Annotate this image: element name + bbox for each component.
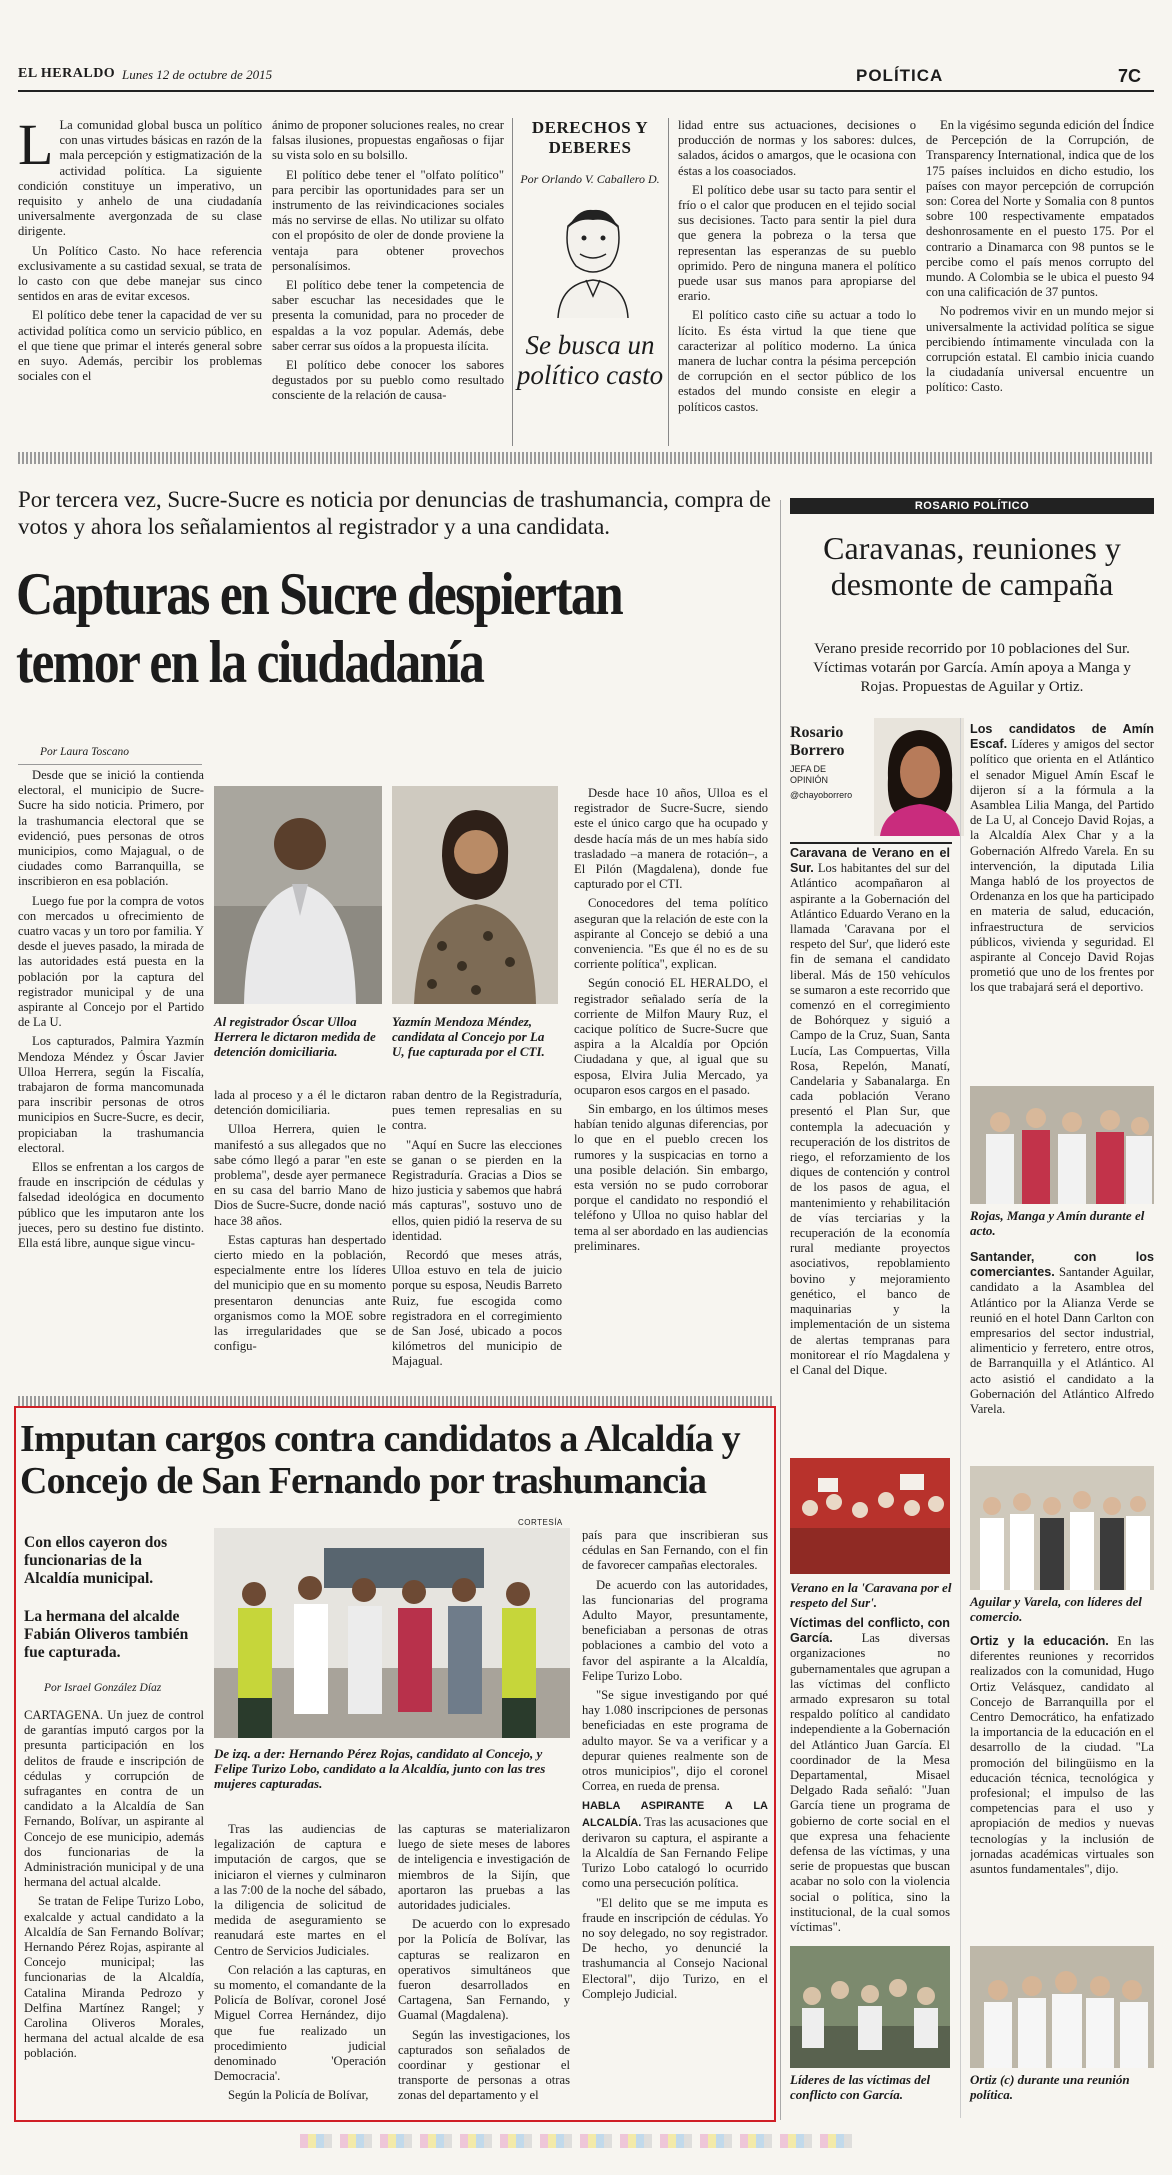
headline-line-1: Capturas en Sucre despiertan [16,561,622,627]
sidebar-col-b [970,722,1154,1082]
sidebar-item [790,1616,950,1935]
sanfernando-sub2: La hermana del alcalde Fabián Oliveros también fue capturada. [24,1608,189,1661]
page-number: 7C [1118,66,1142,86]
main-paragraph: raban dentro de la Registraduría, pues temen represalias en su contra. [392,1088,562,1133]
photo-verano [790,1458,950,1574]
byline-rule [18,764,202,765]
sidebar-item-text: En las diferentes reuniones y recorridos realizados con la comunidad, Hugo Ortiz Velásquez, candidato al Concejo de Barranquilla por el Centro Democrático, ha enfatizado la importancia de la educación en el desarrollo de la ciudad. "La promoción del bilingüismo en la educación técnica, tecnológica y profesional; el impulso de las competencias para el uso y apropiación de medios y nuevas tecnologías y la inclusión de jornadas académicas virtuales son asuntos fundamentales", dijo. [970,1634,1154,1877]
opinion-paragraph: ánimo de proponer soluciones reales, no crear falsas ilusiones, propuestas engañosas o fijar su vista solo en su bolsillo. [272,118,504,163]
sanfernando-paragraph: "Se sigue investigando por qué hay 1.080 inscripciones de personas beneficiadas en este programa de adulto mayor. Se va a verificar y a depurar quienes realmente son de otros municipios", dijo el coronel Correa, en rueda de prensa. [582,1688,768,1794]
headline-line-2: temor en la ciudadanía [16,629,484,695]
sidebar-item-lead: Ortiz y la educación. [970,1634,1109,1648]
sidebar-divider [780,500,781,2120]
sanfernando-paragraph: CARTAGENA. Un juez de control de garantías imputó cargos por la presunta participación en los delitos de fraude e inscripción de cédulas y corrupción de sufragantes en contra de un candidato a la Alcaldía de San Fernando, Bolívar, un aspirante al Concejo de ese municipio, además dos funcionarias de la Administración municipal y de una hermana del actual alcalde. [24,1708,204,1890]
photo-capturados [214,1528,570,1738]
opinion-author: Por Orlando V. Caballero D. [520,172,660,186]
sidebar-col-a2 [790,1616,950,1936]
columnist-avatar [874,718,964,836]
sanfernando-text: Tras las acusaciones que derivaron su captura, el aspirante a la Alcaldía de San Fernando Felipe Turizo Lobo catalogó lo ocurrido como una persecución política. [582,1814,768,1891]
main-paragraph: "Aquí en Sucre las elecciones se ganan o se pierden en la Registraduría. Gracias a Dios se hizo justicia y sabemos que habrá más capturas", sostuvo uno de ellos, quien pidió la reserva de su identidad. [392,1137,562,1243]
main-paragraph: Según conoció EL HERALDO, el registrador señalado sería de la corriente de Milfon Maury Ruz, el cacique político de Sucre-Sucre que aspira a la Alcaldía por Opción Ciudadana y que, al igual que su esposa, Elvira Julia Mercado, ya ocuparon esos cargos en el pasado. [574,976,768,1097]
main-paragraph: Desde hace 10 años, Ulloa es el registrador de Sucre-Sucre, siendo este el único cargo que ha ocupado y desde hacía más de un mes había sido trasladado –a manera de rotación–, a El Pilón (Magdalena), donde fue capturado por el CTI. [574,786,768,892]
photo-ortiz-caption: Ortiz (c) durante una reunión política. [970,2072,1130,2102]
photo-credit: CORTESÍA [518,1518,563,1527]
sidebar-rule [790,842,952,844]
photo-ortiz [970,1946,1154,2068]
opinion-paragraph: En la vigésimo segunda edición del Índice de Percepción de la Corrupción, de Transparency International, indica que de los 175 países incluidos en dicho estudio, los países con mayor percepción de corrupción son: Corea del Norte y Somalia con 8 puntos sobre 100 respectivamente empatados deshonrosamente en el puesto 175. Por el contrario a Dinamarca con 98 puntos se le percibe como el país menos corrupto del mundo. A Colombia se le ubica el puesto 94 con una calificación de 37 puntos. [926,118,1154,300]
opinion-col-2 [272,118,504,446]
sidebar-item-text: Los habitantes del sur del Atlántico acompañaron al aspirante a la Gobernación del Atlántico Eduardo Verano en la llamada 'Caravana por el respeto del Sur', que lideró este fin de semana el candidato liberal. Más de 150 vehículos se sumaron a este recorrido que comenzó en el corregimiento de Bohórquez y siguió a Campo de la Cruz, Suan, Santa Lucía, Las Compuertas, Villa Rosa, Repelón, Manatí, Candelaria y Sabanalarga. En cada población Verano presentó el Plan Sur, que contempla la adecuación y recuperación de los distritos de riego, el reforzamiento de los diques de contención y control de los pasos de agua, el mantenimiento y rehabilitación de vías terciarias y la recuperación de la economía rural mediante proyectos asociativos, repoblamiento bovino y mejoramiento genético, el banco de maquinarias y la implementación de un sistema de alertas tempranas para monitorear el río Magdalena y el Canal del Dique. [790,861,950,1377]
photo-registrador [214,786,382,1004]
photo-capturados-caption: De izq. a der: Hernando Pérez Rojas, candidato al Concejo, y Felipe Turizo Lobo, candidato a la Alcaldía, junto con las tres mujeres capturadas. [214,1746,546,1791]
photo-victimas-caption: Líderes de las víctimas del conflicto con García. [790,2072,931,2102]
photo-registrador-caption: Al registrador Óscar Ulloa Herrera le dictaron medida de detención domiciliaria. [214,1014,376,1059]
sidebar-item-text: Santander Aguilar, candidato a la Asamblea del Atlántico por la Alianza Verde se reunió en el hotel Dann Carlton con empresarios del sector industrial, alimenticio y ferretero, entre otros, de Barranquilla y el Atlántico. Al acto asistió el candidato a la Gobernación del Atlántico Alfredo Varela. [970,1265,1154,1417]
sidebar-item-lead: Santander, con los comerciantes. [970,1250,1154,1280]
main-paragraph: Luego fue por la compra de votos con mercados u ofrecimiento de cuatro vacas y un toro por familia. Y desde el jueves pasado, la mirada de las autoridades está puesta en la población por la captura del registrador municipal y de una aspirante al Concejo por el Partido de La U. [18,893,204,1030]
sidebar-col-b2 [970,1250,1154,1462]
sidebar-item [790,846,950,1378]
sanfernando-col-1 [24,1708,204,2116]
sanfernando-paragraph: las capturas se materializaron luego de siete meses de labores de inteligencia e investigación de miembros de la Sijín, que aportaron las pruebas a las autoridades judiciales. [398,1822,570,1913]
section-name: POLÍTICA [856,66,944,85]
sanfernando-col-4 [582,1528,768,2116]
sanfernando-byline: Por Israel González Díaz [44,1682,162,1694]
sanfernando-paragraph: Según la Policía de Bolívar, [228,2088,369,2103]
main-paragraph: lada al proceso y a él le dictaron detención domiciliaria. [214,1088,386,1118]
sanfernando-paragraph: "El delito que se me imputa es fraude en inscripción de cédulas. Yo no soy delegado, no soy registrador. De hecho, yo denuncié la trashumancia al Consejo Nacional Electoral", dijo Turizo, en el Complejo Judicial. [582,1895,768,2001]
sidebar-item-lead: Los candidatos de Amín Escaf. [970,722,1154,752]
sidebar-item [970,722,1154,996]
sanfernando-paragraph: Según las investigaciones, los capturados son señalados de coordinar y gestionar el transporte de personas a otras zonas del departamento y el [398,2027,570,2103]
opinion-box-left-rule [512,118,513,446]
opinion-paragraph: El político debe usar su tacto para sentir el frío o el calor que producen en el tejido social sus decisiones. Tacto para sentir la piel dura que genera la pobreza o la tersa que representan las esperanzas de su pueblo oprimido. Pero de ninguna manera el político puede usar sus manos para apropiarse del erario. [678,182,916,304]
photo-candidata [392,786,558,1004]
sanfernando-paragraph [582,1798,768,1891]
sidebar-tag: ROSARIO POLÍTICO [790,498,1154,514]
sanfernando-paragraph: Tras las audiencias de legalización de captura e imputación de cargos, que se iniciaron el viernes y culminaron a las 7:00 de la noche del sábado, la diligencia de solicitud de medida de aseguramiento se reanudará este martes en el Centro de Servicios Judiciales. [214,1822,386,1958]
section-divider [18,452,1154,464]
issue-date: Lunes 12 de octubre de 2015 [122,67,273,82]
sanfernando-paragraph: De acuerdo con las autoridades, las funcionarias del programa Adulto Mayor, presuntamente, beneficiaban a personas de otras poblaciones a cambio del voto a favor del aspirante a la Alcaldía, Felipe Turizo Lobo. [582,1577,768,1683]
sanfernando-paragraph: Se tratan de Felipe Turizo Lobo, exalcalde y actual candidato a la Alcaldía de San Fernando Bolívar; Hernando Pérez Rojas, aspirante al Concejo municipal; las funcionarias de la Alcaldía, Catalina Miranda Pedrozo y Delfina Martínez Rangel; y Carolina Oliveros Morales, hermana del actual alcalde de esa población. [24,1894,204,2061]
columnist-last-name: Borrero [790,742,845,759]
photo-aguilar-caption: Aguilar y Varela, con líderes del comercio. [970,1594,1142,1624]
opinion-paragraph: La comunidad global busca un político con unas virtudes básicas en razón de la mala percepción y estigmatización de la actividad política. La siguiente condición constituye un imperativo, un requisito y anhelo de una ciudadanía universalmente avergonzada de su clase dirigente. [18,118,262,239]
opinion-paragraph: lidad entre sus actuaciones, decisiones o producción de normas y los sabores: dulces, salados, ácidos o amargos, que le ocasiona con éstas a los coasociados. [678,118,916,178]
sidebar-item-lead: Víctimas del conflicto, con García. [790,1616,950,1646]
sanfernando-headline: Imputan cargos contra candidatos a Alcaldía y Concejo de San Fernando por trashumancia [20,1418,740,1502]
main-headline [16,560,678,696]
main-paragraph: Ulloa Herrera, quien le manifestó a sus allegados que no sabe cómo llegó a parar "en este problema", desde ayer permanece en su casa del barrio Mano de Dios de Sucre-Sucre, donde nació hace 38 años. [214,1122,386,1228]
photo-victimas [790,1946,950,2068]
main-paragraph: Desde que se inició la contienda electoral, el municipio de Sucre-Sucre ha sido noticia. Primero, por la trashumancia electoral que se evidenció, pues personas de otros municipios, como Majagual, o de ciudades como Barranquilla, se inscribieron en esa población. [18,768,204,889]
opinion-col-1 [18,118,262,446]
sanfernando-subhead: HABLA ASPIRANTE A LA ALCALDÍA. [582,1800,768,1829]
opinion-paragraph: El político debe tener la competencia de saber escuchar las necesidades que le presenta la comunidad, para no proceder de espaldas a la voz popular. Además, debe saber cerrar sus oídos a la propuesta ilícita. [272,278,504,353]
main-paragraph: Los capturados, Palmira Yazmín Mendoza Méndez y Óscar Javier Ulloa Herrera, según la Fiscalía, trabajaron de forma mancomunada para inscribir personas de otros municipios en Sucre-Sucre, es decir, propiciaban la trashumancia electoral. [18,1034,204,1155]
header-rule [18,90,1154,92]
columnist-box [790,718,966,838]
opinion-title: Se busca un político casto [516,330,664,390]
photo-verano-caption: Verano en la 'Caravana por el respeto del Sur'. [790,1580,952,1610]
opinion-paragraph: El político casto ciñe su actuar a todo lo lícito. Es ésta virtud la que tiene que caracterizar al político moderno. La única manera de luchar contra la pésima percepción de corrupción en el sector público de los estados del mundo consiste en elegir a políticos castos. [678,308,916,414]
sidebar-title: Caravanas, reuniones y desmonte de campaña [823,530,1121,602]
opinion-paragraph: Un Político Casto. No hace referencia exclusivamente a su castidad sexual, se trata de lo casto con que debe manejar sus cinco sentidos en aras de evitar excesos. [18,243,262,304]
opinion-paragraph: El político debe tener la capacidad de ver su actividad política como un servicio público, en el que tiene que primar el interés general sobre en suyo. Además, percibir los problemas sociales con el [18,308,262,384]
sidebar-item [970,1634,1154,1877]
main-col-4 [574,786,768,1388]
columnist-handle: @chayoborrero [790,790,853,800]
photo-rojas-manga-amin [970,1086,1154,1204]
sanfernando-paragraph: De acuerdo con lo expresado por la Policía de Bolívar, las capturas se realizaron en operativos simultáneos que fueron desarrollados en Cartagena, San Fernando, y Guamal (Magdalena). [398,1917,570,2023]
opinion-paragraph: No podremos vivir en un mundo mejor si universalmente la actividad política se sigue percibiendo íntimamente vinculada con la corrupción estatal. El cambio inicia cuando la ciudadanía universal encuentre un político: Casto. [926,304,1154,395]
main-col-1 [18,768,204,1386]
sanfernando-col-2 [214,1822,386,2118]
columnist-first-name: Rosario [790,724,844,741]
photo-rojas-caption: Rojas, Manga y Amín durante el acto. [970,1208,1145,1238]
main-paragraph: Sin embargo, en los últimos meses habían tenido algunas diferencias, por lo que en el pueblo crecen los rumores y la suspicacias en torno a una posible delación. Sin embargo, esta versión no se pudo corroborar porque el candidato no respondió el teléfono y Ulloa no quiso hablar del tema al ser abordado en las audiencias preliminares. [574,1102,768,1253]
sidebar-col-b3 [970,1634,1154,1938]
main-paragraph: Conocedores del tema político aseguran que la relación de este con la aspirante al Concejo se debió a una conveniencia. "Es que él no es de su corriente política", explican. [574,896,768,972]
opinion-paragraph: El político debe conocer los sabores degustados por su pueblo como resultado consciente de la relación de causa- [272,358,504,403]
drop-cap: L [18,118,54,177]
main-paragraph: Ellos se enfrentan a los cargos de fraude en inscripción de cédulas y falsedad ideológica en documento público que les imputaron ante los jueces, pero su destino fue distinto. Ella está libre, aunque sigue vincu- [18,1160,204,1251]
main-col-3 [392,1088,562,1388]
registration-bar [300,2134,860,2148]
sidebar-inner-rule [960,718,961,2118]
main-paragraph: Recordó que meses atrás, Ulloa estuvo en tela de juicio porque su esposa, Neudis Barreto Ruiz, fue escogida como registradora en el corregimiento de San José, ubicado a pocos kilómetros del municipio de Majagual. [392,1248,562,1369]
photo-candidata-caption: Yazmín Mendoza Méndez, candidata al Concejo por La U, fue capturada por el CTI. [392,1014,545,1059]
sidebar-item-text: Las diversas organizaciones no gubernamentales que agrupan a las víctimas del conflicto armado expresaron su total respaldo político al candidato independiente a la Gobernación del Atlántico Juan García. El coordinador de la Mesa Departamental, Misael Delgado Rada señaló: "Juan García tiene un programa de gobierno de corte social en el que expresa una fehaciente defensa de las víctimas, y una serie de propuestas que buscan acabar no solo con la violencia social o política, sino la institucional, de la cual somos víctimas". [790,1631,950,1935]
main-deck: Por tercera vez, Sucre-Sucre es noticia por denuncias de trashumancia, compra de votos y ahora los señalamientos al registrador y a una candidata. [18,487,771,539]
sanfernando-paragraph: país para que inscribieran sus cédulas en San Fernando, con el fin de favorecer campañas electorales. [582,1528,768,1573]
main-byline: Por Laura Toscano [40,746,130,758]
masthead: EL HERALDO [18,66,116,81]
main-col-2 [214,1088,386,1388]
photo-aguilar-varela [970,1466,1154,1590]
sanfernando-col-3 [398,1822,570,2118]
opinion-col-3 [678,118,916,446]
sidebar-deck: Verano preside recorrido por 10 poblaciones del Sur. Víctimas votarán por García. Amín apoya a Manga y Rojas. Propuestas de Aguilar y Ortiz. [813,641,1131,695]
main-paragraph: Estas capturas han despertado cierto miedo en la población, especialmente entre los líderes del municipio que en su momento presentaron denuncias ante organismos como la MOE sobre las irregularidades que se configu- [214,1232,386,1354]
opinion-kicker: DERECHOS Y DEBERES [531,118,649,157]
opinion-col-4 [926,118,1154,446]
author-portrait [548,196,638,318]
sidebar-item [970,1250,1154,1417]
columnist-role: JEFA DE OPINIÓN [790,764,829,785]
sanfernando-sub1: Con ellos cayeron dos funcionarias de la Alcaldía municipal. [24,1534,168,1587]
sidebar-item-text: Líderes y amigos del sector político que orienta en el Atlántico el senador Miguel Amín Escaf le dijeron sí a la fórmula a la Asamblea Lilia Manga, del Partido de La U, al Concejo David Rojas, a la Alcaldía Alex Char y a la Gobernación Alfredo Varela. En su intervención, la diputada Lilia Manga habló de los proyectos de Ordenanza en los que ha participado en materia de salud, educación, infraestructura de servicios públicos, vivienda y seguridad. El aspirante al Concejo David Rojas prometió que uno de los frentes por los que trabajará será el deportivo. [970,737,1154,995]
sanfernando-paragraph: Con relación a las capturas, en su momento, el comandante de la Policía de Bolívar, coronel José Miguel Correa Hernández, dijo que fue realizado un procedimiento judicial denominado 'Operación Democracia'. [214,1962,386,2084]
opinion-paragraph: El político debe tener el "olfato político" para percibir las oportunidades para ser un instrumento de las reivindicaciones sociales más no servirse de ellas. No utilizar su olfato con el propósito de oler de donde proviene la ventaja para obtener provechos personalísimos. [272,167,504,273]
sidebar-item-lead: Caravana de Verano en el Sur. [790,846,950,876]
opinion-box-right-rule [668,118,669,446]
